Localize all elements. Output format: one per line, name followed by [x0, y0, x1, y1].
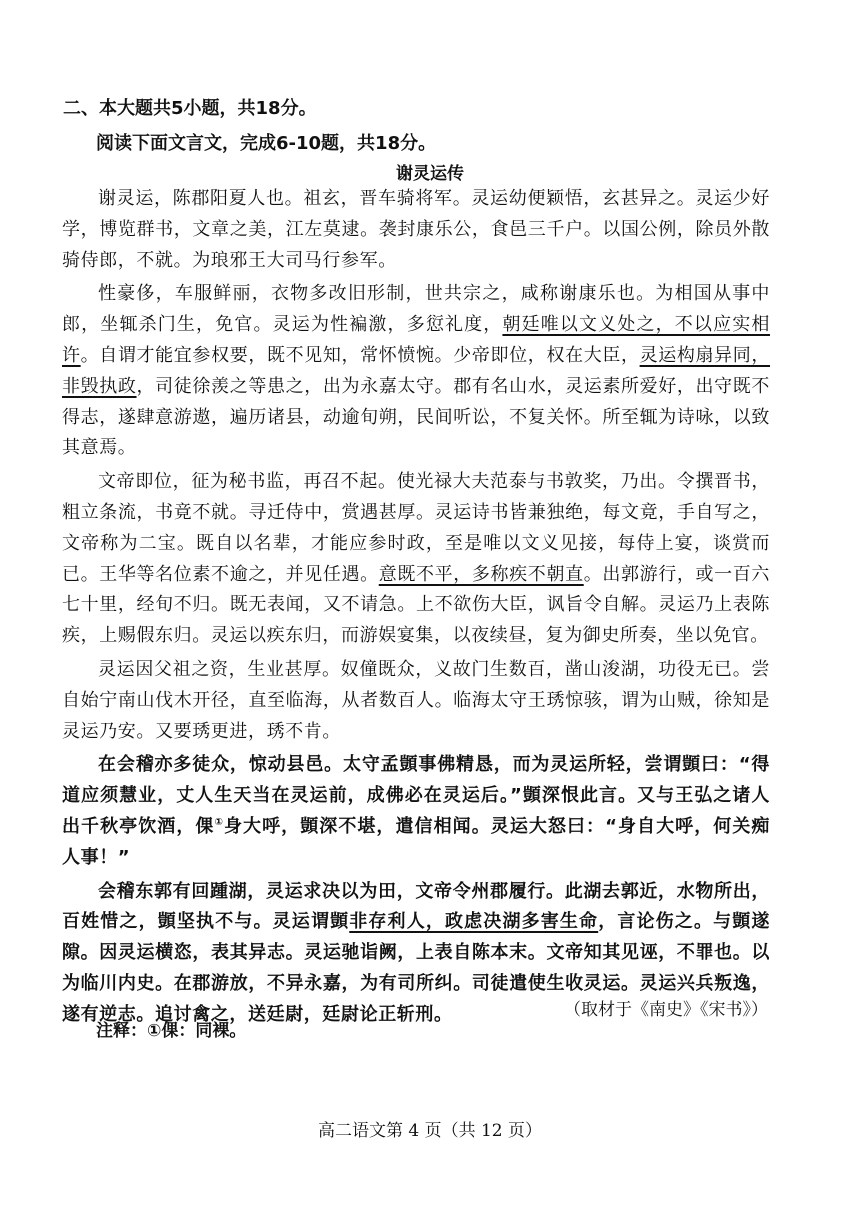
passage-paragraph-1 — [62, 184, 770, 276]
paragraph-text: 灵运因父祖之资，生业甚厚。奴僮既众，义故门生数百，凿山浚湖，功役无已。尝自始宁南山伐木开径，直至临海，从者数百人。临海太守王琇惊骇，谓为山贼，徐知是灵运乃安。又要琇更进，琇不肯。 — [62, 658, 770, 742]
underlined-sentence-4: 非存利人，政虑决湖多害生命 — [349, 911, 599, 933]
classical-chinese-passage — [62, 184, 770, 1034]
paragraph-text: 文帝即位，征为秘书监，再召不起。使光禄大夫范泰与书敦奖，乃出。令撰晋书，粗立条流，书竟不就。寻迁侍中，赏遇甚厚。灵运诗书皆兼独绝，每文竟，手自写之，文帝称为二宝。既自以名辈，才能应参时政，至是唯以文义见接，每侍上宴，谈赏而已。王华等名位素不逾之，并见任遇。 — [62, 471, 770, 585]
paragraph-text: 会稽东郭有回踵湖，灵运求决以为田，文帝令州郡履行。此湖去郭近，水物所出，百姓惜之，顗坚执不与。灵运谓顗 — [62, 880, 770, 933]
paragraph-text: 谢灵运，陈郡阳夏人也。祖玄，晋车骑将军。灵运幼便颖悟，玄甚异之。灵运少好学，博览群书，文章之美，江左莫逮。袭封康乐公，食邑三千户。以国公例，除员外散骑侍郎，不就。为琅邪王大司马行参军。 — [62, 188, 770, 271]
annotation-note: 注释：①倮：同裸。 — [96, 1021, 247, 1041]
underlined-sentence-1: 朝廷唯以文义处之，不以应实相许 — [62, 314, 770, 366]
paragraph-text: 。自谓才能宜参权要，既不见知，常怀愤惋。少帝即位，权在大臣， — [80, 344, 640, 366]
paragraph-text: 。出郭游行，或一百六七十里，经旬不归。既无表闻，又不请急。上不欲伤大臣，讽旨令自解。灵运乃上表陈疾，上赐假东归。灵运以疾东归，而游娱宴集，以夜续昼，复为御史所奏，坐以免官。 — [62, 563, 770, 647]
passage-title: 谢灵运传 — [396, 164, 464, 184]
page-footer: 高二语文第 4 页（共 12 页） — [317, 1121, 543, 1141]
paragraph-text: ，言论伤之。与顗遂隙。因灵运横恣，表其异志。灵运驰诣阙，上表自陈本末。文帝知其见诬，不罪也。以为临川内史。在郡游放，不异永嘉，为有司所纠。司徒遣使生收灵运。灵运兴兵叛逸，遂有逆志。追讨禽之，送廷尉，廷尉论正斩刑。 — [62, 911, 770, 1025]
paragraph-text: 性豪侈，车服鲜丽，衣物多改旧形制，世共宗之，咸称谢康乐也。为相国从事中郎，坐辄杀门生，免官。灵运为性褊激，多愆礼度， — [62, 283, 770, 336]
paragraph-text: 身大呼，顗深不堪，遣信相闻。灵运大怒曰：“身自大呼，何关痴人事！” — [62, 815, 770, 868]
paragraph-text: ，司徒徐羡之等患之，出为永嘉太守。郡有名山水，灵运素所爱好，出守既不得志，遂肆意游遨，遍历诸县，动逾旬朔，民间听讼，不复关怀。所至辄为诗咏，以致其意焉。 — [62, 375, 770, 459]
passage-paragraph-5 — [62, 750, 770, 873]
footnote-marker: ① — [214, 816, 224, 828]
passage-paragraph-4 — [62, 655, 770, 747]
section-heading: 二、本大题共5小题，共18分。 — [63, 98, 317, 119]
underlined-sentence-2: 灵运构扇异同，非毁执政 — [62, 344, 771, 397]
passage-paragraph-3 — [62, 467, 770, 652]
reading-instruction: 阅读下面文言文，完成6-10题，共18分。 — [96, 133, 437, 154]
passage-paragraph-2 — [62, 279, 770, 464]
paragraph-text: 在会稽亦多徒众，惊动县邑。太守孟顗事佛精恳，而为灵运所轻，尝谓顗曰：“得道应须慧业，丈人生天当在灵运前，成佛必在灵运后。”顗深恨此言。又与王弘之诸人出千秋亭饮酒，倮 — [62, 754, 770, 837]
underlined-sentence-3: 意既不平，多称疾不朝直 — [378, 563, 584, 585]
source-citation: （取材于《南史》《宋书》） — [564, 1000, 768, 1020]
